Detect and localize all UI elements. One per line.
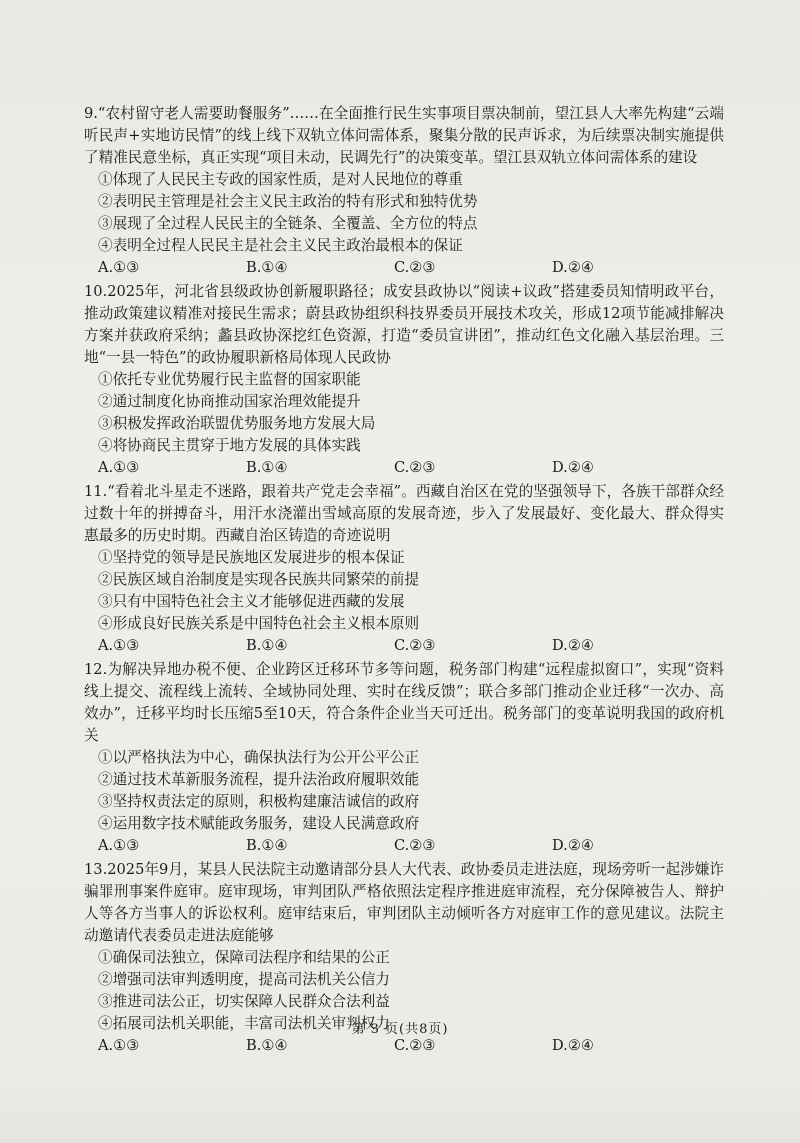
answer-c: C.②③	[394, 459, 436, 476]
answer-a: A.①③	[98, 1037, 140, 1054]
option-4: ④形成良好民族关系是中国特色社会主义根本原则	[98, 615, 420, 632]
answer-a: A.①③	[98, 259, 140, 276]
answer-a: A.①③	[98, 837, 140, 854]
option-2: ②表明民主管理是社会主义民主政治的特有形式和独特优势	[98, 193, 478, 210]
option-3: ③只有中国特色社会主义才能够促进西藏的发展	[98, 593, 405, 610]
option-3: ③展现了全过程人民民主的全链条、全覆盖、全方位的特点	[98, 215, 478, 232]
option-1: ①体现了人民民主专政的国家性质，是对人民地位的尊重	[98, 171, 463, 188]
answer-choices	[84, 1035, 724, 1057]
answer-a: A.①③	[98, 637, 140, 654]
answer-b: B.①④	[246, 1037, 288, 1054]
option-2: ②通过技术革新服务流程，提升法治政府履职效能	[98, 771, 420, 788]
option-1: ①坚持党的领导是民族地区发展进步的根本保证	[98, 549, 405, 566]
option-4: ④运用数字技术赋能政务服务，建设人民满意政府	[98, 815, 420, 832]
answer-c: C.②③	[394, 637, 436, 654]
option-1: ①依托专业优势履行民主监督的国家职能	[98, 371, 361, 388]
answer-choices	[84, 635, 724, 657]
answer-d: D.②④	[552, 259, 594, 276]
question-stem: 12.为解决异地办税不便、企业跨区迁移环节多等问题，税务部门构建“远程虚拟窗口”，实现“资料线上提交、流程线上流转、全域协同处理、实时在线反馈”；联合多部门推动企业迁移“一次办、高效办”，迁移平均时长压缩5至10天，符合条件企业当天可迁出。税务部门的变革说明我国的政府机关	[84, 661, 724, 744]
option-1: ①确保司法独立，保障司法程序和结果的公正	[98, 949, 390, 966]
question-stem: 9.“农村留守老人需要助餐服务”……在全面推行民生实事项目票决制前，望江县人大率先构建“云端听民声+实地访民情”的线上线下双轨立体问需体系，聚集分散的民声诉求，为后续票决制实施提供了精准民意坐标，真正实现“项目未动，民调先行”的决策变革。望江县双轨立体问需体系的建设	[84, 105, 724, 166]
answer-d: D.②④	[552, 837, 594, 854]
answer-choices	[84, 257, 724, 279]
question-stem: 11.“看着北斗星走不迷路，跟着共产党走会幸福”。西藏自治区在党的坚强领导下，各族干部群众经过数十年的拼搏奋斗，用汗水浇灌出雪域高原的发展奇迹，步入了发展最好、变化最大、群众得实惠最多的历史时期。西藏自治区铸造的奇迹说明	[84, 483, 724, 544]
option-2: ②增强司法审判透明度，提高司法机关公信力	[98, 971, 390, 988]
answer-c: C.②③	[394, 1037, 436, 1054]
question-stem: 13.2025年9月，某县人民法院主动邀请部分县人大代表、政协委员走进法庭，现场旁听一起涉嫌诈骗罪刑事案件庭审。庭审现场，审判团队严格依照法定程序推进庭审流程，充分保障被告人、辩护人等各方当事人的诉讼权利。庭审结束后，审判团队主动倾听各方对庭审工作的意见建议。法院主动邀请代表委员走进法庭能够	[84, 861, 724, 944]
answer-choices	[84, 457, 724, 479]
option-3: ③推进司法公正，切实保障人民群众合法利益	[98, 993, 390, 1010]
answer-d: D.②④	[552, 1037, 594, 1054]
option-3: ③坚持权责法定的原则，积极构建廉洁诚信的政府	[98, 793, 420, 810]
page-number-footer: 第 3 页(共8页)	[351, 1022, 449, 1037]
answer-d: D.②④	[552, 459, 594, 476]
option-2: ②通过制度化协商推动国家治理效能提升	[98, 393, 361, 410]
answer-b: B.①④	[246, 259, 288, 276]
answer-d: D.②④	[552, 637, 594, 654]
answer-c: C.②③	[394, 837, 436, 854]
option-4: ④拓展司法机关职能，丰富司法机关审判权力	[98, 1015, 390, 1032]
question-stem: 10.2025年，河北省县级政协创新履职路径；成安县政协以“阅读+议政”搭建委员知情明政平台，推动政策建议精准对接民生需求；蔚县政协组织科技界委员开展技术攻关，形成12项节能减排解决方案并获政府采纳；蠡县政协深挖红色资源，打造“委员宣讲团”，推动红色文化融入基层治理。三地“一县一特色”的政协履职新格局体现人民政协	[84, 283, 724, 366]
option-1: ①以严格执法为中心，确保执法行为公开公平公正	[98, 749, 420, 766]
answer-b: B.①④	[246, 459, 288, 476]
option-3: ③积极发挥政治联盟优势服务地方发展大局	[98, 415, 376, 432]
question-11	[84, 481, 724, 657]
question-10	[84, 281, 724, 479]
option-4: ④表明全过程人民民主是社会主义民主政治最根本的保证	[98, 237, 463, 254]
page-edge-shadow	[0, 1080, 800, 1143]
option-4: ④将协商民主贯穿于地方发展的具体实践	[98, 437, 361, 454]
question-12	[84, 659, 724, 857]
answer-a: A.①③	[98, 459, 140, 476]
option-2: ②民族区域自治制度是实现各民族共同繁荣的前提	[98, 571, 420, 588]
answer-c: C.②③	[394, 259, 436, 276]
answer-b: B.①④	[246, 637, 288, 654]
question-9	[84, 103, 724, 279]
question-list	[84, 103, 724, 1059]
answer-choices	[84, 835, 724, 857]
answer-b: B.①④	[246, 837, 288, 854]
